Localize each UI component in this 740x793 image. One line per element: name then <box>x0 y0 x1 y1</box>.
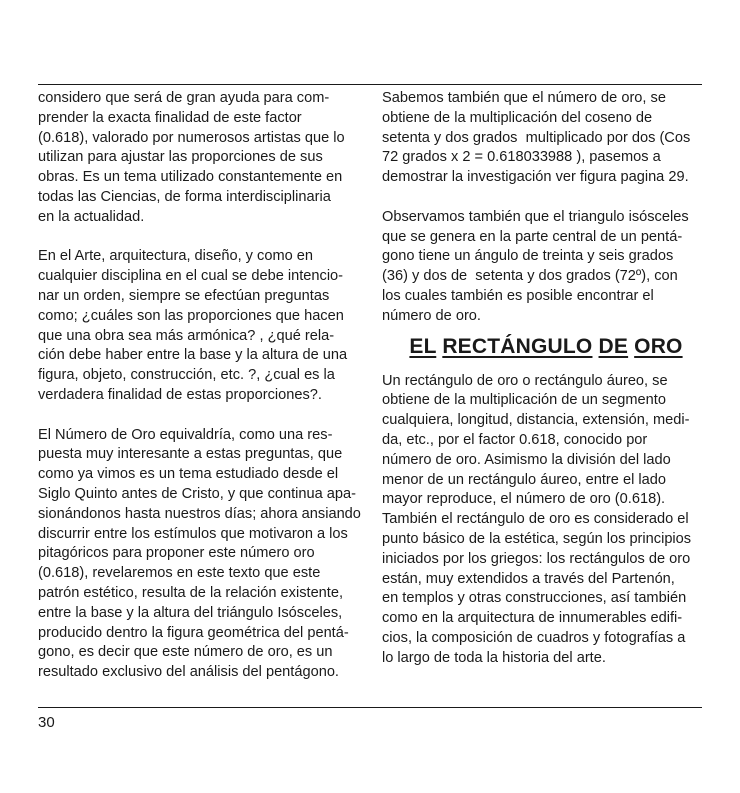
text-line: También el rectángulo de oro es considerado el <box>382 511 689 528</box>
text-line: producido dentro la figura geométrica del pentá- <box>38 624 349 641</box>
text-line: (36) y dos de setenta y dos grados (72º), con <box>382 268 678 285</box>
text-line: resultado exclusivo del análisis del pentágono. <box>38 664 339 681</box>
text-line: cios, la composición de cuadros y fotografías a <box>382 629 686 646</box>
text-line: figura, objeto, construcción, etc. ?, ¿cual es la <box>38 367 335 384</box>
text-line: número de oro. Asimismo la división del lado <box>382 451 671 468</box>
heading-word: RECTÁNGULO <box>442 334 593 358</box>
paragraph <box>38 89 368 228</box>
text-line: que una obra sea más armónica? , ¿qué rela- <box>38 327 335 344</box>
text-line: los cuales también es posible encontrar el <box>382 287 654 304</box>
text-line: pitagóricos para proponer este número oro <box>38 545 315 562</box>
text-line: da, etc., por el factor 0.618, conocido por <box>382 431 648 448</box>
text-line: (0.618), valorado por numerosos artistas que lo <box>38 129 345 146</box>
text-line: cualquier disciplina en el cual se debe intencio- <box>38 268 344 285</box>
text-line: demostrar la investigación ver figura pagina 29. <box>382 169 689 186</box>
text-line: menor de un rectángulo áureo, entre el lado <box>382 471 666 488</box>
heading-word: DE <box>598 334 629 358</box>
text-line: iniciados por los griegos: los rectángulos de oro <box>382 550 691 567</box>
text-line: 72 grados x 2 = 0.618033988 ), pasemos a <box>382 149 661 166</box>
text-line: mayor reproduce, el número de oro (0.618). <box>382 491 666 508</box>
text-line: Sabemos también que el número de oro, se <box>382 90 666 106</box>
text-line: como; ¿cuáles son las proporciones que hacen <box>38 307 344 324</box>
text-line: Siglo Quinto antes de Cristo, y que continua apa- <box>38 485 357 502</box>
paragraph <box>382 208 710 327</box>
text-line: (0.618), revelaremos en este texto que este <box>38 565 321 582</box>
text-line: lo largo de toda la historia del arte. <box>382 649 606 666</box>
text-line: obras. Es un tema utilizado constantemente en <box>38 169 343 186</box>
text-line: patrón estético, resulta de la relación existente, <box>38 584 344 601</box>
paragraph <box>382 89 710 188</box>
text-line: número de oro. <box>382 307 481 324</box>
text-line: prender la exacta finalidad de este factor <box>38 109 302 126</box>
text-line: Un rectángulo de oro o rectángulo áureo, se <box>382 372 668 389</box>
text-line: puesta muy interesante a estas preguntas, que <box>38 446 343 463</box>
text-line: todas las Ciencias, de forma interdisciplinaria <box>38 188 331 205</box>
text-line: setenta y dos grados multiplicado por dos (Cos <box>382 129 691 146</box>
text-line: están, muy extendidos a través del Partenón, <box>382 570 675 587</box>
text-line: punto básico de la estética, según los principios <box>382 530 692 547</box>
left-column <box>38 89 368 683</box>
text-line: obtiene de la multiplicación del coseno de <box>382 109 653 126</box>
text-line: utilizan para ajustar las proporciones de sus <box>38 149 323 166</box>
text-line: en templos y otras construcciones, así también <box>382 590 687 607</box>
paragraph <box>38 426 368 683</box>
page-number: 30 <box>38 714 55 731</box>
text-line: El Número de Oro equivaldría, como una res- <box>38 426 333 443</box>
top-rule <box>38 84 702 85</box>
text-line: cualquiera, longitud, distancia, extensión, medi- <box>382 412 690 429</box>
text-line: entre la base y la altura del triángulo Isósceles, <box>38 604 343 621</box>
paragraph <box>38 247 368 405</box>
text-line: verdadera finalidad de estas proporciones?. <box>38 386 322 403</box>
right-column <box>382 89 710 669</box>
section-heading <box>382 334 710 360</box>
heading-word: ORO <box>634 334 683 358</box>
text-line: obtiene de la multiplicación de un segmento <box>382 392 666 409</box>
bottom-rule <box>38 707 702 708</box>
text-line: gono tiene un ángulo de treinta y seis grados <box>382 248 674 265</box>
text-line: ción debe haber entre la base y la altura de una <box>38 347 348 364</box>
heading-word: EL <box>409 334 437 358</box>
paragraph <box>382 372 710 669</box>
text-line: como en la arquitectura de innumerables edifi- <box>382 610 683 627</box>
text-line: considero que será de gran ayuda para com- <box>38 90 330 106</box>
text-line: sionándonos hasta nuestros días; ahora ansiando <box>38 505 361 522</box>
text-line: gono, es decir que este número de oro, es un <box>38 644 333 661</box>
text-line: Observamos también que el triangulo isósceles <box>382 208 689 225</box>
text-line: que se genera en la parte central de un pentá- <box>382 228 683 245</box>
text-line: en la actualidad. <box>38 208 145 225</box>
text-line: discurrir entre los estímulos que motivaron a los <box>38 525 348 542</box>
text-line: nar un orden, siempre se efectúan preguntas <box>38 287 330 304</box>
text-line: como ya vimos es un tema estudiado desde el <box>38 466 339 483</box>
text-line: En el Arte, arquitectura, diseño, y como en <box>38 248 314 265</box>
